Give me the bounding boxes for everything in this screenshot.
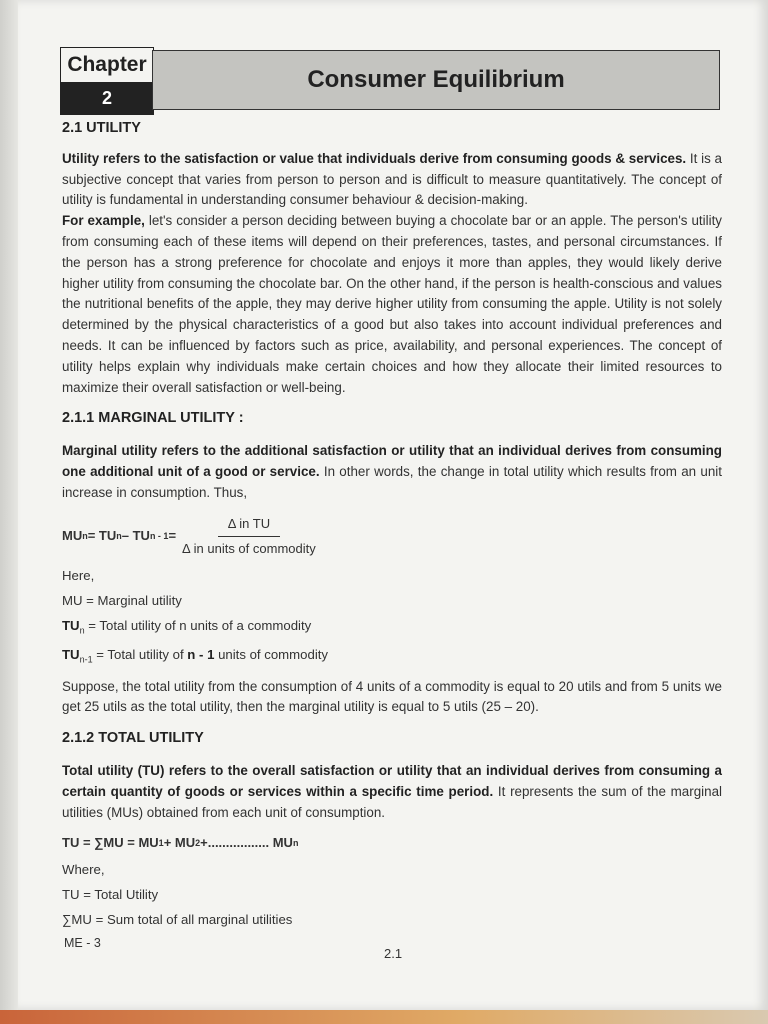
- formula-tu-sum: TU = ∑MU = MU: [62, 835, 159, 851]
- fraction-numerator: Δ in TU: [218, 514, 280, 538]
- formula-sub-2: 2: [195, 838, 201, 849]
- example-label: For example,: [62, 213, 145, 229]
- utility-example-text: let's consider a person deciding between buying a chocolate bar or an apple. The person's utility from consuming each of these items will depend on their preferences, tastes, and personal circumstances. If the person has a strong preference for chocolate and enjoys it more than apples, they would likely derive higher utility from consuming the chocolate bar. On the other hand, if the person is health-conscious and values the nutritional benefits of the apple, they may derive higher utility from consuming the apple. Utility is not solely determined by the physical characteristics of a good but also takes into account individual preferences and needs. It can be influenced by factors such as price, availability, and personal experiences. The concept of utility helps explain why individuals make certain choices and how they allocate their limited resources to maximize their overall satisfaction or well-being.: [62, 213, 722, 395]
- def-tun1-bold: n - 1: [187, 647, 215, 663]
- section-heading-total-utility: 2.1.2 TOTAL UTILITY: [62, 730, 204, 747]
- chapter-title-bar: [152, 50, 720, 110]
- formula-mu: MU: [62, 528, 83, 544]
- section-heading-utility: 2.1 UTILITY: [62, 120, 141, 136]
- formula-tu: = TU: [87, 528, 117, 544]
- chapter-title: Consumer Equilibrium: [307, 66, 565, 93]
- fraction-denominator: Δ in units of commodity: [182, 541, 316, 557]
- section-heading-marginal-utility: 2.1.1 MARGINAL UTILITY :: [62, 410, 244, 427]
- formula-fraction: [182, 514, 316, 561]
- page-binding-edge: [0, 0, 18, 1024]
- footer-code: ME - 3: [64, 936, 101, 950]
- def-tun-text: = Total utility of n units of a commodity: [84, 617, 312, 633]
- definition-tun: [62, 616, 722, 641]
- utility-definition-rest: It is a subjective concept that varies from person to person and is difficult to measure quantitatively. The concept of utility is fundamental in understanding consumer behaviour & decision-making.: [62, 150, 722, 208]
- marginal-utility-bold: Marginal utility refers to the additional satisfaction or utility that an individual derives from consuming one additional unit of a good or service.: [62, 443, 722, 479]
- formula-equals: =: [168, 528, 177, 544]
- here-label: Here,: [62, 568, 95, 584]
- def-tun-sub: n: [79, 625, 85, 636]
- total-utility-formula: [62, 833, 722, 854]
- definition-tun-1: [62, 645, 722, 670]
- bottom-surface-strip: [0, 1010, 768, 1024]
- page-content: [62, 116, 722, 935]
- utility-definition-bold: Utility refers to the satisfaction or value that individuals derive from consuming goods & services.: [62, 150, 687, 166]
- chapter-number: 2: [61, 82, 153, 114]
- definition-sum-mu: ∑MU = Sum total of all marginal utilities: [62, 911, 293, 927]
- formula-sub-n: n: [82, 531, 88, 542]
- marginal-utility-rest: In other words, the change in total utility which results from an unit increase in consumption. Thus,: [62, 463, 722, 500]
- formula-sub-n-final: n: [292, 838, 299, 849]
- def-tun-symbol: TU: [62, 617, 80, 633]
- marginal-utility-example: Suppose, the total utility from the consumption of 4 units of a commodity is equal to 20 utils and from 5 units we get 25 utils as the total utility, then the marginal utility is equal to 5 utils (25 – 20).: [62, 678, 722, 715]
- marginal-utility-paragraph: [62, 441, 722, 503]
- formula-sub-n2: n: [116, 531, 122, 542]
- chapter-label: Chapter: [67, 53, 147, 76]
- definition-mu: MU = Marginal utility: [62, 592, 182, 608]
- formula-sub-1: 1: [158, 838, 164, 849]
- utility-example-paragraph: [62, 211, 722, 398]
- formula-minus-tu: – TU: [121, 528, 150, 544]
- where-label: Where,: [62, 862, 105, 878]
- chapter-badge: [60, 47, 154, 115]
- def-tun1-sub: n-1: [79, 654, 93, 665]
- formula-dots-mu: +................. MU: [200, 835, 293, 851]
- def-tun1-text: = Total utility of: [92, 647, 188, 663]
- total-utility-paragraph: [62, 761, 722, 823]
- utility-definition-paragraph: [62, 149, 722, 211]
- definition-tu: TU = Total Utility: [62, 886, 159, 902]
- marginal-utility-formula: [62, 514, 722, 561]
- def-tun1-symbol: TU: [62, 647, 80, 663]
- formula-sub-n-1: n - 1: [149, 531, 169, 542]
- total-utility-bold: Total utility (TU) refers to the overall satisfaction or utility that an individual derives from consuming a certain quantity of goods or services within a specific time period.: [62, 763, 722, 799]
- def-tun1-text-end: units of commodity: [214, 647, 329, 663]
- formula-plus-mu: + MU: [163, 835, 196, 851]
- total-utility-rest: It represents the sum of the marginal utilities (MUs) obtained from each unit of consumption.: [62, 783, 722, 820]
- page-number: 2.1: [384, 946, 403, 961]
